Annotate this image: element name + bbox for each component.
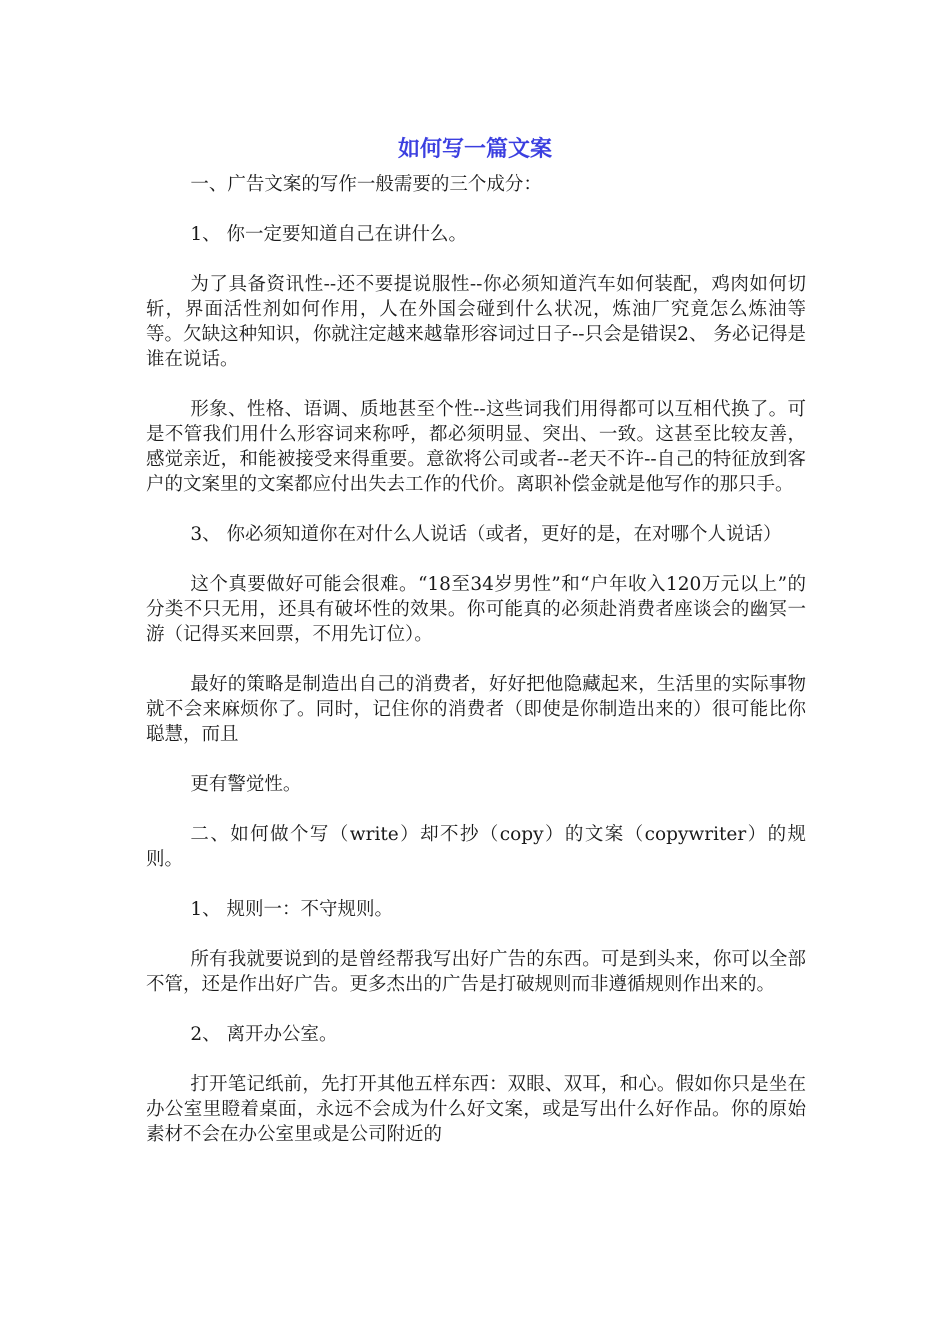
paragraph-5: 3、 你必须知道你在对什么人说话（或者，更好的是，在对哪个人说话） [190, 524, 782, 545]
paragraph-11: 所有我就要说到的是曾经帮我写出好广告的东西。可是到头来，你可以全部不管，还是作出好广告。更多杰出的广告是打破规则而非遵循规则作出来的。 [146, 949, 806, 995]
paragraph-13: 打开笔记纸前，先打开其他五样东西：双眼、双耳，和心。假如你只是坐在办公室里瞪着桌面，永远不会成为什么好文案，或是写出什么好作品。你的原始素材不会在办公室里或是公司附近的 [146, 1074, 806, 1145]
paragraph-6: 这个真要做好可能会很难。“18至34岁男性”和“户年收入120万元以上”的分类不只无用，还具有破坏性的效果。你可能真的必须赴消费者座谈会的幽冥一游（记得买来回票，不用先订位）。 [146, 574, 806, 645]
paragraph-10: 1、 规则一：不守规则。 [190, 899, 394, 920]
document-title: 如何写一篇文案 [397, 137, 552, 162]
paragraph-1: 一、广告文案的写作一般需要的三个成分： [190, 174, 542, 195]
paragraph-8: 更有警觉性。 [190, 774, 302, 795]
document-body [146, 172, 806, 1147]
paragraph-4: 形象、性格、语调、质地甚至个性--这些词我们用得都可以互相代换了。可是不管我们用什么形容词来称呼，都必须明显、突出、一致。这甚至比较友善，感觉亲近，和能被接受来得重要。意欲将公司或者--老天不许--自己的特征放到客户的文案里的文案都应付出失去工作的代价。离职补偿金就是他写作的那只手。 [146, 399, 806, 495]
paragraph-3: 为了具备资讯性--还不要提说服性--你必须知道汽车如何装配，鸡肉如何切斩，界面活性剂如何作用，人在外国会碰到什么状况，炼油厂究竟怎么炼油等等。欠缺这种知识，你就注定越来越靠形容词过日子--只会是错误2、 务必记得是谁在说话。 [146, 274, 806, 370]
paragraph-9: 二、如何做个写（write）却不抄（copy）的文案（copywriter）的规则。 [146, 824, 806, 870]
paragraph-2: 1、 你一定要知道自己在讲什么。 [190, 224, 468, 245]
paragraph-7: 最好的策略是制造出自己的消费者，好好把他隐藏起来，生活里的实际事物就不会来麻烦你了。同时，记住你的消费者（即使是你制造出来的）很可能比你聪慧，而且 [146, 674, 806, 745]
paragraph-12: 2、 离开办公室。 [190, 1024, 338, 1045]
